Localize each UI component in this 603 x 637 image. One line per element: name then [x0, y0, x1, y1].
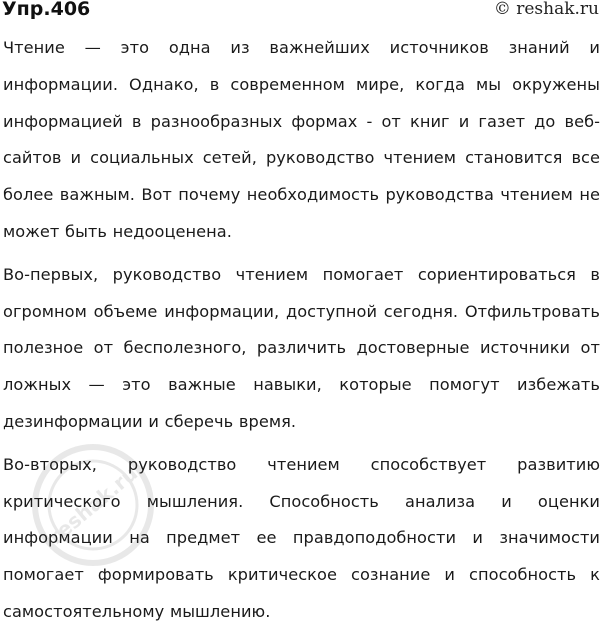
text-body: [3, 30, 600, 637]
watermark-text: reshak.ru: [43, 461, 143, 549]
page-header: [0, 0, 603, 26]
exercise-title: Упр.406: [2, 0, 91, 20]
paragraph-1: Чтение — это одна из важнейших источников знаний и информации. Однако, в современном мире, когда мы окружены информацией в разнообразных формах - от книг и газет до веб-сайтов и социальных сетей, руководство чтением становится все более важным. Вот почему необходимость руководства чтением не может быть недооценена.: [3, 38, 600, 241]
paragraph-3: Во-вторых, руководство чтением способствует развитию критического мышления. Способность анализа и оценки информации на предмет ее правдоподобности и значимости помогает формировать критическое сознание и способность к самостоятельному мышлению.: [3, 454, 600, 621]
paragraph-2: Во-первых, руководство чтением помогает сориентироваться в огромном объеме информации, доступной сегодня. Отфильтровать полезное от бесполезного, различить достоверные источники от ложных — это важные навыки, которые помогут избежать дезинформации и сберечь время.: [3, 264, 600, 431]
source-label: © reshak.ru: [493, 0, 599, 19]
